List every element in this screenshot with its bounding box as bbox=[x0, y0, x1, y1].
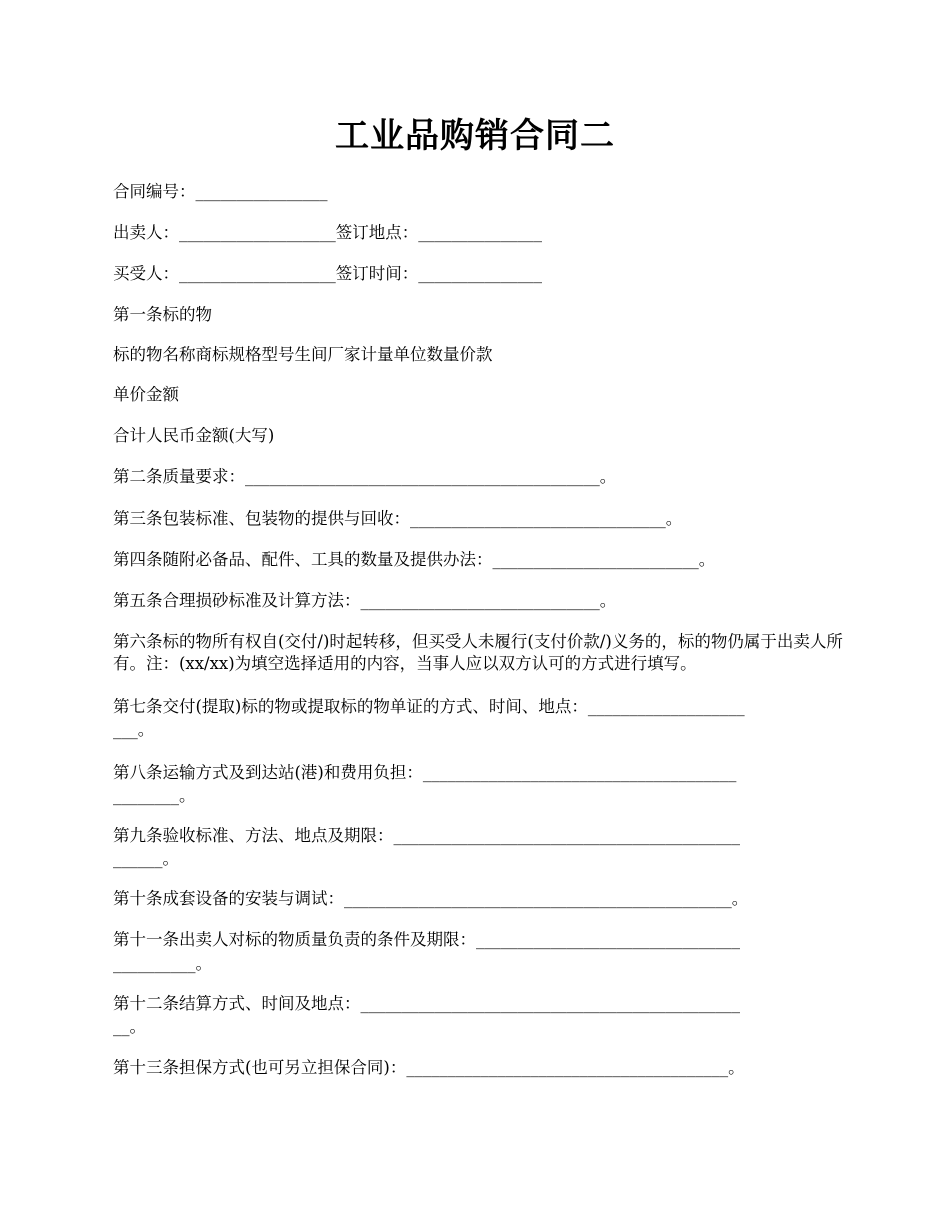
article-9-line-cont: ______。 bbox=[113, 849, 179, 868]
article-5-line: 第五条合理损砂标准及计算方法：_____________________________。 bbox=[113, 591, 617, 610]
article-12-line: 第十二条结算方式、时间及地点：______________________________________________ bbox=[113, 994, 740, 1013]
article-1-columns: 标的物名称商标规格型号生间厂家计量单位数量价款 bbox=[113, 345, 493, 364]
article-6-paragraph: 第六条标的物所有权自(交付/)时起转移，但买受人未履行(支付价款/)义务的，标的物仍属于出卖人所有。注：(xx/xx)为填空选择适用的内容，当事人应以双方认可的方式进行填写。 bbox=[113, 632, 843, 673]
article-7-line-cont: ___。 bbox=[113, 720, 155, 739]
article-11-line-cont: __________。 bbox=[113, 954, 212, 973]
article-2-line: 第二条质量要求：___________________________________________。 bbox=[113, 467, 617, 486]
contract-number-line: 合同编号：________________ bbox=[113, 182, 328, 201]
article-3-line: 第三条包装标准、包装物的提供与回收：_______________________________。 bbox=[113, 509, 683, 528]
buyer-line: 买受人：___________________签订时间：_______________ bbox=[113, 264, 542, 283]
article-8-line: 第八条运输方式及到达站(港)和费用负担：______________________________________ bbox=[113, 763, 737, 782]
article-9-line: 第九条验收标准、方法、地点及期限：__________________________________________ bbox=[113, 826, 740, 845]
article-11-line: 第十一条出卖人对标的物质量负责的条件及期限：________________________________ bbox=[113, 930, 740, 949]
page-title: 工业品购销合同二 bbox=[335, 116, 615, 156]
article-4-line: 第四条随附必备品、配件、工具的数量及提供办法：_________________________。 bbox=[113, 550, 716, 569]
article-1-total: 合计人民币金额(大写) bbox=[113, 426, 275, 445]
article-1-columns-2: 单价金额 bbox=[113, 385, 179, 404]
article-8-line-cont: ________。 bbox=[113, 786, 196, 805]
article-10-line: 第十条成套设备的安装与调试：_______________________________________________。 bbox=[113, 889, 749, 908]
article-12-line-cont: __。 bbox=[113, 1017, 146, 1036]
article-1-heading: 第一条标的物 bbox=[113, 305, 212, 324]
seller-line: 出卖人：___________________签订地点：_______________ bbox=[113, 223, 542, 242]
article-13-line: 第十三条担保方式(也可另立担保合同)：_______________________________________。 bbox=[113, 1058, 745, 1077]
article-7-line: 第七条交付(提取)标的物或提取标的物单证的方式、时间、地点：___________________ bbox=[113, 697, 745, 716]
